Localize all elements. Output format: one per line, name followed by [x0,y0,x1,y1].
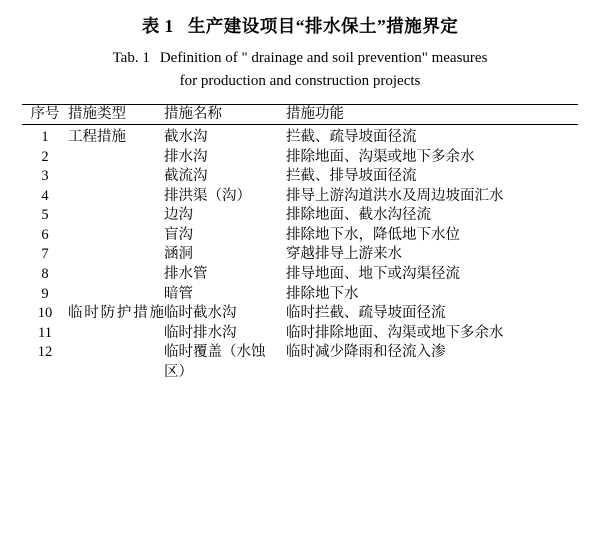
table-row [22,167,578,187]
table-row [22,304,578,324]
header-cell-type: 措施类型 [68,105,126,122]
cell-type: 工程措施 [68,129,126,146]
table-title-cn-text: 生产建设项目“排水保土”措施界定 [187,16,459,36]
cell-func: 临时减少降雨和径流入渗 [286,344,446,361]
cell-name: 临时排水沟 [164,324,237,341]
cell-func: 排导地面、地下或沟渠径流 [286,266,460,282]
table-row [22,285,578,305]
cell-name: 排水沟 [164,148,208,165]
cell-type [68,324,164,344]
cell-func: 排除地面、沟渠或地下多余水 [286,148,475,165]
cell-name: 临时覆盖（水蚀区） [164,344,266,380]
cell-func: 排除地下水 [286,285,359,302]
cell-no: 3 [41,168,49,185]
cell-func: 拦截、疏导坡面径流 [286,129,417,146]
cell-name: 涵洞 [164,246,193,263]
table-header-row [22,105,578,125]
cell-name: 截流沟 [164,168,208,185]
cell-no: 7 [41,246,49,263]
cell-no: 4 [41,187,49,204]
cell-type [68,226,164,246]
cell-no: 12 [37,344,53,361]
cell-name: 排水管 [164,266,208,282]
cell-type [68,245,164,265]
table-row [22,324,578,344]
header-cell-name: 措施名称 [164,105,222,122]
table-row [22,265,578,285]
cell-name: 临时截水沟 [164,305,237,322]
cell-func: 排除地面、截水沟径流 [286,207,431,224]
table-row [22,128,578,148]
cell-func: 拦截、排导坡面径流 [286,168,417,185]
cell-no: 9 [41,285,49,302]
cell-name: 边沟 [164,207,193,224]
cell-no: 6 [41,226,49,243]
cell-name: 排洪渠（沟） [164,187,251,204]
table-row [22,187,578,207]
table-title-en-line2: for production and construction projects [179,73,421,90]
cell-name: 暗管 [164,285,193,302]
cell-func: 穿越排导上游来水 [286,246,402,263]
cell-no: 5 [41,207,49,224]
cell-type [68,167,164,187]
table-row [22,343,578,382]
cell-type [68,285,164,305]
table-page [0,13,600,540]
cell-name: 盲沟 [164,226,193,243]
table-row [22,245,578,265]
table-row [22,226,578,246]
cell-func: 排除地下水，降低地下水位 [286,226,460,243]
cell-type [68,148,164,168]
table-title-en [22,47,578,94]
cell-no: 2 [41,148,49,165]
measures-table [22,104,578,383]
cell-no: 11 [38,324,52,341]
cell-name: 截水沟 [164,129,208,146]
header-cell-func: 措施功能 [286,105,344,122]
table-number-en: Tab. 1 [112,50,150,66]
cell-type [68,343,164,382]
table-number-cn: 表 1 [141,16,174,36]
table-row [22,148,578,168]
cell-func: 排导上游沟道洪水及周边坡面汇水 [286,187,504,204]
cell-no: 1 [41,129,49,146]
header-cell-no: 序号 [30,105,60,122]
cell-type: 临时防护措施 [68,305,164,322]
table-title-cn [22,13,578,38]
cell-no: 10 [37,305,53,322]
cell-no: 8 [41,266,49,282]
cell-type [68,187,164,207]
cell-func: 临时拦截、疏导坡面径流 [286,305,446,322]
table-row [22,206,578,226]
cell-type [68,206,164,226]
cell-type [68,265,164,285]
cell-func: 临时排除地面、沟渠或地下多余水 [286,324,504,341]
table-title-en-line1: Definition of " drainage and soil prevention" measures [159,50,488,66]
